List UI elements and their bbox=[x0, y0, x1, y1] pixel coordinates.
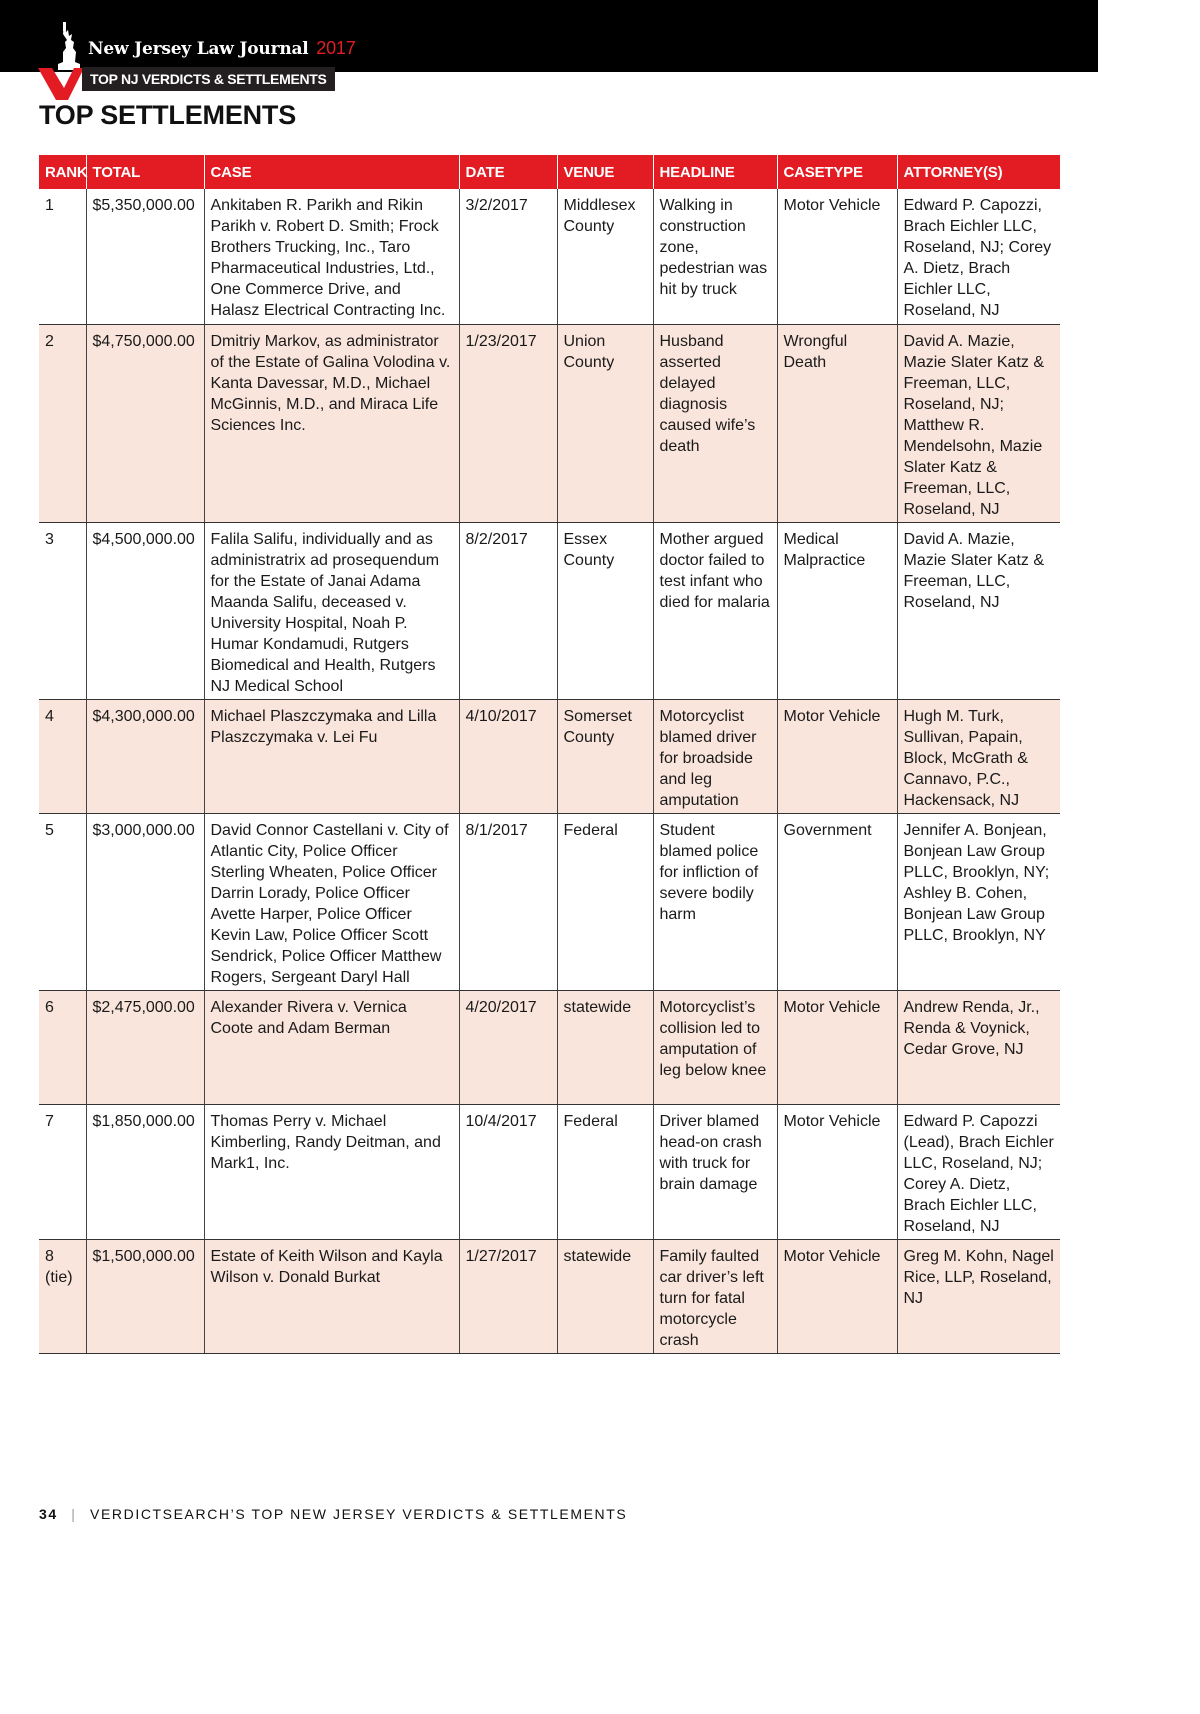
table-row bbox=[39, 699, 1060, 813]
cell-rank: 7 bbox=[39, 1104, 86, 1239]
column-header-attorneys: ATTORNEY(S) bbox=[897, 155, 1060, 189]
table-row bbox=[39, 1104, 1060, 1239]
cell-case: Dmitriy Markov, as administrator of the Estate of Galina Volodina v. Kanta Davessar, M.D., Michael McGinnis, M.D., and Miraca Life Sciences Inc. bbox=[204, 324, 459, 522]
cell-casetype: Motor Vehicle bbox=[777, 1239, 897, 1353]
cell-date: 3/2/2017 bbox=[459, 189, 557, 324]
cell-rank: 3 bbox=[39, 522, 86, 699]
cell-total: $2,475,000.00 bbox=[86, 990, 204, 1104]
cell-venue: Federal bbox=[557, 1104, 653, 1239]
cell-rank: 2 bbox=[39, 324, 86, 522]
footer-separator: | bbox=[71, 1506, 77, 1522]
cell-casetype: Medical Malpractice bbox=[777, 522, 897, 699]
cell-case: Alexander Rivera v. Vernica Coote and Adam Berman bbox=[204, 990, 459, 1104]
cell-case: Thomas Perry v. Michael Kimberling, Randy Deitman, and Mark1, Inc. bbox=[204, 1104, 459, 1239]
cell-total: $1,850,000.00 bbox=[86, 1104, 204, 1239]
cell-rank: 1 bbox=[39, 189, 86, 324]
cell-headline: Motorcyclist blamed driver for broadside and leg amputation bbox=[653, 699, 777, 813]
cell-headline: Driver blamed head-on crash with truck for brain damage bbox=[653, 1104, 777, 1239]
cell-case: Estate of Keith Wilson and Kayla Wilson v. Donald Burkat bbox=[204, 1239, 459, 1353]
cell-total: $3,000,000.00 bbox=[86, 813, 204, 990]
page-title: TOP SETTLEMENTS bbox=[39, 100, 297, 130]
cell-date: 10/4/2017 bbox=[459, 1104, 557, 1239]
cell-case: Michael Plaszczymaka and Lilla Plaszczymaka v. Lei Fu bbox=[204, 699, 459, 813]
cell-date: 4/20/2017 bbox=[459, 990, 557, 1104]
cell-date: 1/27/2017 bbox=[459, 1239, 557, 1353]
cell-attorneys: David A. Mazie, Mazie Slater Katz & Freeman, LLC, Roseland, NJ bbox=[897, 522, 1060, 699]
table-row bbox=[39, 324, 1060, 522]
footer-publication-text: VERDICTSEARCH’S TOP NEW JERSEY VERDICTS & SETTLEMENTS bbox=[90, 1506, 628, 1522]
masthead-title bbox=[88, 38, 356, 59]
cell-attorneys: Greg M. Kohn, Nagel Rice, LLP, Roseland, NJ bbox=[897, 1239, 1060, 1353]
table-row bbox=[39, 522, 1060, 699]
cell-headline: Student blamed police for infliction of severe bodily harm bbox=[653, 813, 777, 990]
cell-venue: statewide bbox=[557, 990, 653, 1104]
cell-rank: 8 (tie) bbox=[39, 1239, 86, 1353]
cell-attorneys: Andrew Renda, Jr., Renda & Voynick, Cedar Grove, NJ bbox=[897, 990, 1060, 1104]
cell-casetype: Government bbox=[777, 813, 897, 990]
cell-case: David Connor Castellani v. City of Atlantic City, Police Officer Sterling Wheaten, Police Officer Darrin Lorady, Police Officer Avette Harper, Police Officer Kevin Law, Police Officer Scott Sendrick, Police Officer Matthew Rogers, Sergeant Daryl Hall bbox=[204, 813, 459, 990]
cell-attorneys: Hugh M. Turk, Sullivan, Papain, Block, McGrath & Cannavo, P.C., Hackensack, NJ bbox=[897, 699, 1060, 813]
cell-rank: 5 bbox=[39, 813, 86, 990]
cell-date: 1/23/2017 bbox=[459, 324, 557, 522]
table-row bbox=[39, 990, 1060, 1104]
cell-venue: Essex County bbox=[557, 522, 653, 699]
table-row bbox=[39, 1239, 1060, 1353]
cell-venue: statewide bbox=[557, 1239, 653, 1353]
table-header-row bbox=[39, 155, 1060, 189]
cell-casetype: Motor Vehicle bbox=[777, 990, 897, 1104]
masthead-title-text: New Jersey Law Journal bbox=[88, 39, 309, 59]
cell-headline: Motorcyclist’s collision led to amputation of leg below knee bbox=[653, 990, 777, 1104]
cell-venue: Federal bbox=[557, 813, 653, 990]
cell-date: 8/1/2017 bbox=[459, 813, 557, 990]
cell-rank: 6 bbox=[39, 990, 86, 1104]
column-header-rank: RANK bbox=[39, 155, 86, 189]
cell-attorneys: Jennifer A. Bonjean, Bonjean Law Group PLLC, Brooklyn, NY; Ashley B. Cohen, Bonjean Law Group PLLC, Brooklyn, NY bbox=[897, 813, 1060, 990]
column-header-date: DATE bbox=[459, 155, 557, 189]
settlements-table bbox=[39, 155, 1060, 1354]
cell-venue: Somerset County bbox=[557, 699, 653, 813]
cell-case: Ankitaben R. Parikh and Rikin Parikh v. Robert D. Smith; Frock Brothers Trucking, Inc., Taro Pharmaceutical Industries, Ltd., One Commerce Drive, and Halasz Electrical Contracting Inc. bbox=[204, 189, 459, 324]
page-footer bbox=[39, 1506, 627, 1522]
cell-rank: 4 bbox=[39, 699, 86, 813]
cell-casetype: Motor Vehicle bbox=[777, 699, 897, 813]
masthead-subtitle: TOP NJ VERDICTS & SETTLEMENTS bbox=[82, 67, 335, 91]
cell-headline: Family faulted car driver’s left turn for fatal motorcycle crash bbox=[653, 1239, 777, 1353]
cell-total: $5,350,000.00 bbox=[86, 189, 204, 324]
cell-headline: Walking in construction zone, pedestrian was hit by truck bbox=[653, 189, 777, 324]
cell-venue: Middlesex County bbox=[557, 189, 653, 324]
cell-date: 8/2/2017 bbox=[459, 522, 557, 699]
cell-casetype: Wrongful Death bbox=[777, 324, 897, 522]
page-number: 34 bbox=[39, 1506, 58, 1522]
cell-headline: Mother argued doctor failed to test infant who died for malaria bbox=[653, 522, 777, 699]
column-header-casetype: CASETYPE bbox=[777, 155, 897, 189]
cell-total: $4,500,000.00 bbox=[86, 522, 204, 699]
cell-attorneys: Edward P. Capozzi, Brach Eichler LLC, Roseland, NJ; Corey A. Dietz, Brach Eichler LLC, Roseland, NJ bbox=[897, 189, 1060, 324]
cell-headline: Husband asserted delayed diagnosis caused wife’s death bbox=[653, 324, 777, 522]
cell-case: Falila Salifu, individually and as administratrix ad prosequendum for the Estate of Janai Adama Maanda Salifu, deceased v. University Hospital, Noah P. Humar Kondamudi, Rutgers Biomedical and Health, Rutgers NJ Medical School bbox=[204, 522, 459, 699]
masthead-year: 2017 bbox=[316, 38, 356, 58]
cell-total: $1,500,000.00 bbox=[86, 1239, 204, 1353]
cell-total: $4,300,000.00 bbox=[86, 699, 204, 813]
cell-casetype: Motor Vehicle bbox=[777, 189, 897, 324]
cell-total: $4,750,000.00 bbox=[86, 324, 204, 522]
column-header-case: CASE bbox=[204, 155, 459, 189]
masthead-bar bbox=[0, 0, 1098, 72]
cell-venue: Union County bbox=[557, 324, 653, 522]
table-row bbox=[39, 813, 1060, 990]
cell-date: 4/10/2017 bbox=[459, 699, 557, 813]
column-header-total: TOTAL bbox=[86, 155, 204, 189]
cell-casetype: Motor Vehicle bbox=[777, 1104, 897, 1239]
column-header-venue: VENUE bbox=[557, 155, 653, 189]
table-row bbox=[39, 189, 1060, 324]
cell-attorneys: David A. Mazie, Mazie Slater Katz & Freeman, LLC, Roseland, NJ; Matthew R. Mendelsohn, Mazie Slater Katz & Freeman, LLC, Roseland, NJ bbox=[897, 324, 1060, 522]
cell-attorneys: Edward P. Capozzi (Lead), Brach Eichler LLC, Roseland, NJ; Corey A. Dietz, Brach Eichler LLC, Roseland, NJ bbox=[897, 1104, 1060, 1239]
column-header-headline: HEADLINE bbox=[653, 155, 777, 189]
